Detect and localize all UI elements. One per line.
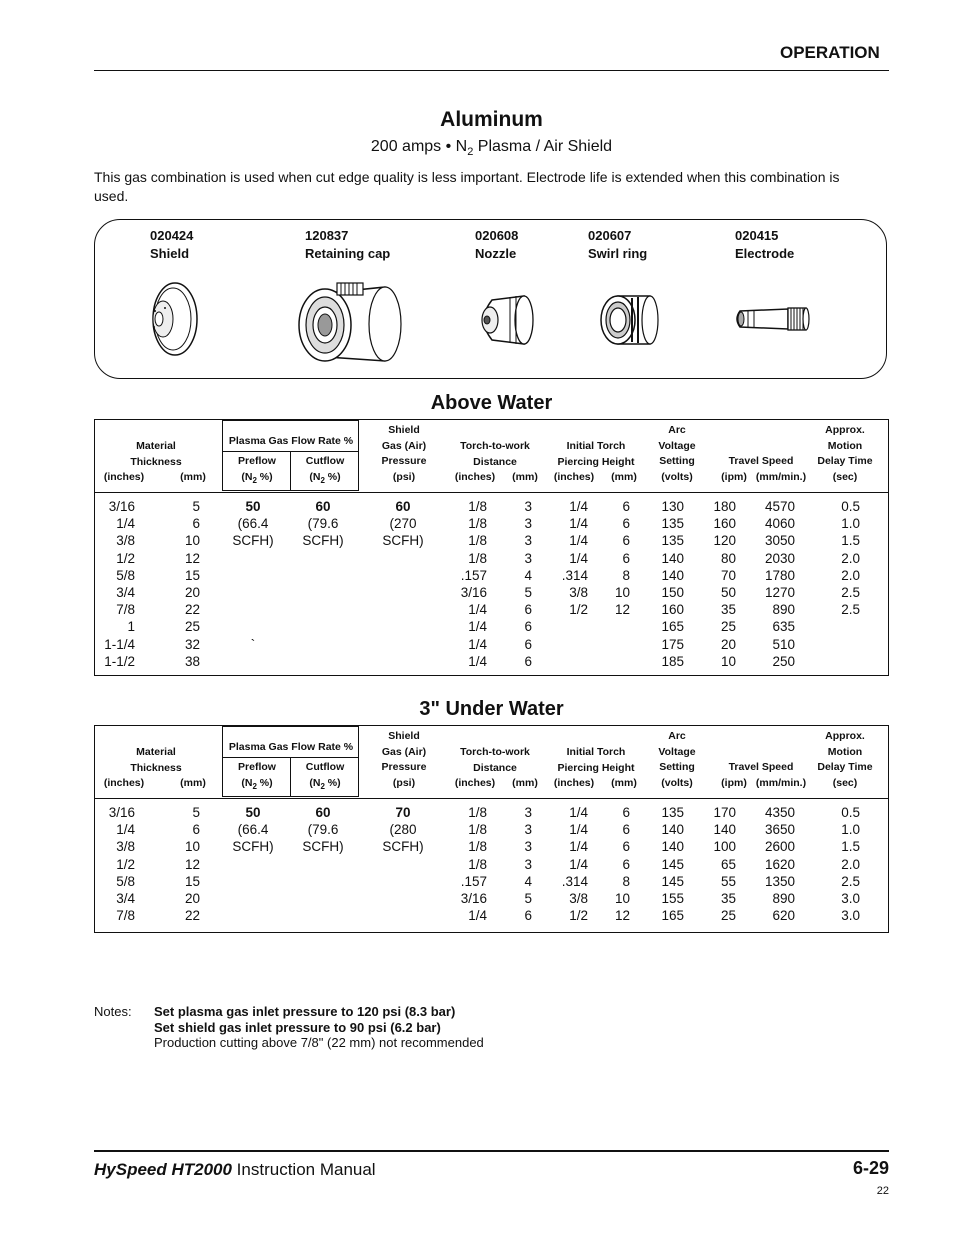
table-cell: SCFH) (232, 839, 274, 855)
table-cell: 5 (524, 891, 532, 906)
table-cell: 50 (245, 499, 261, 514)
table-cell: 15 (184, 873, 200, 889)
table-cell: 2.5 (841, 585, 860, 600)
table-cell: (79.6 (307, 516, 339, 532)
table-cell: 10 (614, 891, 630, 906)
table-cell: 15 (184, 567, 200, 583)
table-cell: 38 (184, 653, 200, 669)
table-cell: 635 (772, 619, 795, 635)
table-row (95, 499, 890, 516)
table-cell: 35 (720, 891, 736, 906)
table-cell: 160 (713, 516, 736, 532)
table-cell: 1-1/4 (104, 636, 135, 652)
table-cell: 1/4 (569, 550, 588, 566)
table-row (95, 654, 890, 671)
table-cell: 2.5 (841, 873, 860, 889)
table-cell: 140 (661, 822, 684, 838)
table-cell: 180 (713, 499, 736, 514)
table-cell: 1350 (764, 873, 795, 889)
table-cell: 3 (524, 856, 532, 872)
col-shield: Shield Gas (Air) Pressure (psi) (381, 424, 427, 483)
table-cell: 70 (720, 567, 736, 583)
table-cell: 6 (622, 839, 630, 855)
col-delay-time: Approx. Motion Delay Time (sec) (817, 424, 873, 483)
table-cell: 3 (524, 550, 532, 566)
table-cell: 1/8 (468, 822, 487, 838)
table-cell: 8 (622, 873, 630, 889)
table-cell: 250 (772, 653, 795, 669)
table-cell: .314 (561, 873, 588, 889)
table-cell: SCFH) (382, 839, 424, 855)
table-cell: 5 (192, 499, 200, 514)
table-cell: 10 (720, 653, 736, 669)
table-cell: 12 (184, 856, 200, 872)
table-cell: 22 (184, 602, 200, 618)
table-cell: 12 (184, 550, 200, 566)
table-cell: 1/2 (116, 550, 135, 566)
table-cell: 50 (720, 585, 736, 600)
table-cell: 6 (622, 822, 630, 838)
col-torch-to-work: Torch-to-work Distance (460, 440, 530, 468)
part-electrode: 020415 Electrode (735, 228, 795, 261)
table-cell: (270 (389, 516, 417, 532)
col-travel-speed: Travel Speed (728, 455, 794, 467)
table-cell: 8 (622, 567, 630, 583)
table-cell: 2030 (764, 550, 795, 566)
table-cell: 5/8 (116, 567, 135, 583)
table-cell: 1-1/2 (104, 653, 135, 669)
table-cell: 3 (524, 533, 532, 549)
table-cell: 6 (622, 499, 630, 514)
sheet-number: 22 (876, 1185, 889, 1197)
notes (154, 1004, 484, 1051)
table-row (95, 619, 890, 636)
table-cell: 1/8 (468, 550, 487, 566)
table-cell: 3 (524, 822, 532, 838)
table-cell: 3/8 (569, 891, 588, 906)
table-cell: 2.5 (841, 602, 860, 618)
table-cell: 1.5 (841, 533, 860, 549)
table-cell: 6 (524, 653, 532, 669)
table-cell: 25 (720, 619, 736, 635)
table-cell: 10 (184, 839, 200, 855)
table-cell: 5/8 (116, 873, 135, 889)
col-plasma-flow: Plasma Gas Flow Rate % (228, 435, 354, 447)
table-cell: 1/2 (116, 856, 135, 872)
table-cell: 4 (524, 567, 532, 583)
table-cell: 6 (524, 908, 532, 924)
table-row (95, 857, 890, 874)
col-cutflow: Cutflow ($N_2$ %) (305, 455, 345, 485)
table-cell: 1 (127, 619, 135, 635)
table-cell: 120 (713, 533, 736, 549)
nozzle-icon (474, 290, 536, 350)
table-row (95, 908, 890, 925)
table-title-above-water: Above Water (430, 392, 553, 414)
table-cell: 0.5 (841, 805, 860, 820)
table-cell: 1/8 (468, 499, 487, 514)
table-cell: 12 (614, 602, 630, 618)
table-cell: 1/4 (116, 822, 135, 838)
table-cell: SCFH) (232, 533, 274, 549)
table-cell: 3.0 (841, 908, 860, 924)
table-cell: 1/4 (569, 516, 588, 532)
table-cell: 55 (720, 873, 736, 889)
table-cell: 6 (622, 856, 630, 872)
table-cell: 160 (661, 602, 684, 618)
table-cell: 3/16 (108, 499, 135, 514)
page-number: 6-29 (852, 1158, 889, 1178)
table-cell: 145 (661, 873, 684, 889)
table-cell: 5 (192, 805, 200, 820)
table-cell: 130 (661, 499, 684, 514)
table-cell: 510 (772, 636, 795, 652)
table-cell: 100 (713, 839, 736, 855)
table-cell: 165 (661, 908, 684, 924)
part-retaining-cap: 120837 Retaining cap (305, 228, 391, 261)
table-cell: 1/4 (468, 636, 487, 652)
table-cell: 6 (524, 619, 532, 635)
table-cell: 145 (661, 856, 684, 872)
footer-rule (94, 1150, 889, 1152)
table-row (95, 805, 890, 822)
table-cell: 1/4 (569, 805, 588, 820)
table-under-water: Material Thickness (inches) (mm) Plasma Gas Flow Rate % Preflow ($N_2$ %) Cutflow ($N_2$ %) Shield Gas (Air) Pressure (psi) Torch-to-work Distance (inches) (mm) Initial Torch Piercing Height (inches) (mm) Arc Voltage Setting (volts) Travel Speed (ipm) (mm/min.) Approx. Motion Delay Time (sec) 3/16 5 50 60 70 1/8 3 1/4 6 135 170 4350 0.5 1/4 6 (66.4 (79.6 (280 1/8 3 1/4 6 140 140 3650 1.0 3/8 10 SCFH) SCFH) SCFH) 1/8 3 1/4 6 140 100 2600 1.5 1/2 12 1/8 3 1/4 6 145 65 1620 2.0 5/8 15 .157 4 .314 8 145 55 1350 2.5 3/4 20 3/16 5 3/8 10 155 35 890 3.0 7/8 22 1/4 6 1/2 12 165 25 620 3.0 (94, 725, 889, 933)
section-title: OPERATION (780, 43, 880, 62)
table-cell: 6 (192, 516, 200, 532)
table-row (95, 874, 890, 891)
table-cell: 135 (661, 533, 684, 549)
table-cell: 4350 (764, 805, 795, 820)
table-cell: 3/16 (460, 585, 487, 600)
table-cell: 4 (524, 873, 532, 889)
part-nozzle: 020608 Nozzle (475, 228, 519, 261)
table-row (95, 585, 890, 602)
table-cell: 140 (661, 567, 684, 583)
table-cell: 3/16 (108, 805, 135, 820)
table-cell: 135 (661, 805, 684, 820)
table-cell: 155 (661, 891, 684, 906)
table-cell: 22 (184, 908, 200, 924)
table-cell: 12 (614, 908, 630, 924)
page-subtitle: 200 amps • $N_2$ Plasma / Air Shield (370, 138, 613, 159)
intro-paragraph: This gas combination is used when cut edge quality is less important. Electrode life is extended when this combination is used. (94, 169, 840, 204)
table-cell: 2.0 (841, 550, 860, 566)
table-cell: 3050 (764, 533, 795, 549)
table-cell: 1/8 (468, 839, 487, 855)
swirl-ring-icon (598, 290, 662, 350)
page-title: Aluminum (440, 108, 543, 131)
table-cell: 6 (192, 822, 200, 838)
table-cell: 3/4 (116, 891, 135, 906)
table-cell: 4060 (764, 516, 795, 532)
table-cell: 80 (720, 550, 736, 566)
table-cell: ` (250, 636, 256, 652)
table-cell: 60 (315, 805, 331, 820)
table-cell: 3/8 (116, 839, 135, 855)
table-cell: 1/4 (468, 619, 487, 635)
table-cell: 20 (184, 891, 200, 906)
table-cell: 1.0 (841, 516, 860, 532)
table-cell: 32 (184, 636, 200, 652)
table-row (95, 533, 890, 550)
table-row (95, 516, 890, 533)
col-arc-voltage: Arc Voltage Setting (volts) (658, 424, 696, 483)
table-above-water: Material Thickness (inches) (mm) Plasma Gas Flow Rate % Preflow ($N_2$ %) Cutflow ($N_2$ %) Shield Gas (Air) Pressure (psi) Torch-to-work Distance (inches) (mm) Initial Torch Piercing Height (inches) (mm) Arc Voltage Setting (volts) Travel Speed (ipm) (mm/min.) Approx. Motion Delay Time (sec) 3/16 5 50 60 60 1/8 3 1/4 6 130 180 4570 0.5 1/4 6 (66.4 (79.6 (270 1/8 3 1/4 6 135 160 4060 1.0 3/8 10 SCFH) SCFH) SCFH) 1/8 3 1/4 6 135 120 3050 1.5 1/2 12 1/8 3 1/4 6 140 80 2030 2.0 5/8 15 .157 4 .314 8 140 70 1780 2.0 3/4 20 3/16 5 3/8 10 150 50 1270 2.5 7/8 22 1/4 6 1/2 12 160 35 890 2.5 1 25 1/4 6 165 25 635 1-1/4 32 ` 1/4 6 175 20 510 1-1/2 38 1/4 6 185 10 250 (94, 419, 889, 676)
table-cell: 3 (524, 516, 532, 532)
table-cell: 1/4 (569, 499, 588, 514)
header-rule (94, 70, 889, 71)
table-cell: 6 (524, 636, 532, 652)
table-cell: 50 (245, 805, 261, 820)
table-row (95, 891, 890, 908)
table-cell: 1/4 (468, 908, 487, 924)
table-cell: 3650 (764, 822, 795, 838)
table-cell: 1780 (764, 567, 795, 583)
table-cell: 3/8 (116, 533, 135, 549)
electrode-icon (732, 302, 812, 336)
table-cell: 20 (184, 585, 200, 600)
table-cell: 60 (315, 499, 331, 514)
col-material: Material Thickness (130, 440, 182, 468)
col-mm: (mm) (180, 471, 206, 483)
table-cell: 1/2 (569, 908, 588, 924)
table-cell: 140 (661, 550, 684, 566)
table-cell: 1/8 (468, 533, 487, 549)
table-cell: 185 (661, 653, 684, 669)
table-cell: 175 (661, 636, 684, 652)
table-cell: 1/4 (468, 602, 487, 618)
table-cell: 1/8 (468, 516, 487, 532)
table-cell: 4570 (764, 499, 795, 514)
table-cell: (79.6 (307, 822, 339, 838)
table-cell: 2.0 (841, 567, 860, 583)
table-cell: 1/4 (569, 856, 588, 872)
table-cell: .157 (460, 873, 487, 889)
table-cell: 140 (713, 822, 736, 838)
table-cell: 165 (661, 619, 684, 635)
table-cell: 3 (524, 805, 532, 820)
table-title-under-water: 3" Under Water (419, 698, 564, 720)
table-cell: 620 (772, 908, 795, 924)
table-cell: 6 (622, 516, 630, 532)
table-cell: 6 (524, 602, 532, 618)
table-cell: 1/4 (569, 533, 588, 549)
part-shield: 020424 Shield (150, 228, 194, 261)
table-cell: 1270 (764, 585, 795, 600)
table-cell: SCFH) (302, 533, 344, 549)
table-cell: 25 (184, 619, 200, 635)
table-cell: SCFH) (382, 533, 424, 549)
table-cell: 1/8 (468, 856, 487, 872)
table-cell: 3/16 (460, 891, 487, 906)
table-cell: 6 (622, 550, 630, 566)
table-cell: 1/4 (116, 516, 135, 532)
table-cell: 3/4 (116, 585, 135, 600)
table-cell: 1.0 (841, 822, 860, 838)
table-cell: 5 (524, 585, 532, 600)
table-cell: 65 (720, 856, 736, 872)
footer-manual-title: HySpeed HT2000 Instruction Manual (94, 1160, 376, 1179)
table-cell: 890 (772, 602, 795, 618)
table-cell: 1/4 (468, 653, 487, 669)
table-cell: .314 (561, 567, 588, 583)
table-cell: 170 (713, 805, 736, 820)
col-preflow: Preflow ($N_2$ %) (238, 455, 276, 485)
table-cell: 150 (661, 585, 684, 600)
table-cell: 1620 (764, 856, 795, 872)
table-cell: 1/8 (468, 805, 487, 820)
table-cell: SCFH) (302, 839, 344, 855)
table-cell: 1/4 (569, 822, 588, 838)
note-production-cutting: Production cutting above 7/8" (22 mm) not recommended (154, 1035, 484, 1050)
table-cell: 3 (524, 839, 532, 855)
col-inches: (inches) (103, 471, 145, 483)
table-cell: 890 (772, 891, 795, 906)
table-cell: 6 (622, 533, 630, 549)
table-cell: 2.0 (841, 856, 860, 872)
table-cell: 3 (524, 499, 532, 514)
table-cell: (66.4 (237, 516, 269, 532)
notes-label: Notes: (94, 1004, 132, 1019)
col-piercing-height: Initial Torch Piercing Height (557, 440, 635, 468)
table-row (95, 602, 890, 619)
table-cell: (66.4 (237, 822, 269, 838)
table-cell: 25 (720, 908, 736, 924)
table-cell: .157 (460, 567, 487, 583)
shield-icon (143, 278, 203, 358)
table-cell: (280 (389, 822, 417, 838)
table-cell: 3/8 (569, 585, 588, 600)
table-cell: 6 (622, 805, 630, 820)
table-cell: 35 (720, 602, 736, 618)
table-cell: 7/8 (116, 602, 135, 618)
table-cell: 7/8 (116, 908, 135, 924)
table-cell: 135 (661, 516, 684, 532)
table-row (95, 568, 890, 585)
table-cell: 1/4 (569, 839, 588, 855)
table-cell: 0.5 (841, 499, 860, 514)
table-cell: 60 (395, 499, 411, 514)
table-cell: 70 (395, 805, 411, 820)
table-cell: 3.0 (841, 891, 860, 906)
table-cell: 10 (184, 533, 200, 549)
note-shield-pressure: Set shield gas inlet pressure to 90 psi (6.2 bar) (154, 1019, 441, 1035)
table-cell: 2600 (764, 839, 795, 855)
table-row (95, 551, 890, 568)
table-cell: 10 (614, 585, 630, 600)
part-swirl-ring: 020607 Swirl ring (588, 228, 648, 261)
table-row (95, 839, 890, 856)
note-plasma-pressure: Set plasma gas inlet pressure to 120 psi (8.3 bar) (154, 1004, 456, 1019)
table-cell: 20 (720, 636, 736, 652)
table-row (95, 822, 890, 839)
table-cell: 1.5 (841, 839, 860, 855)
table-cell: 1/2 (569, 602, 588, 618)
retaining-cap-icon (297, 275, 407, 367)
table-cell: 140 (661, 839, 684, 855)
table-row (95, 637, 890, 654)
